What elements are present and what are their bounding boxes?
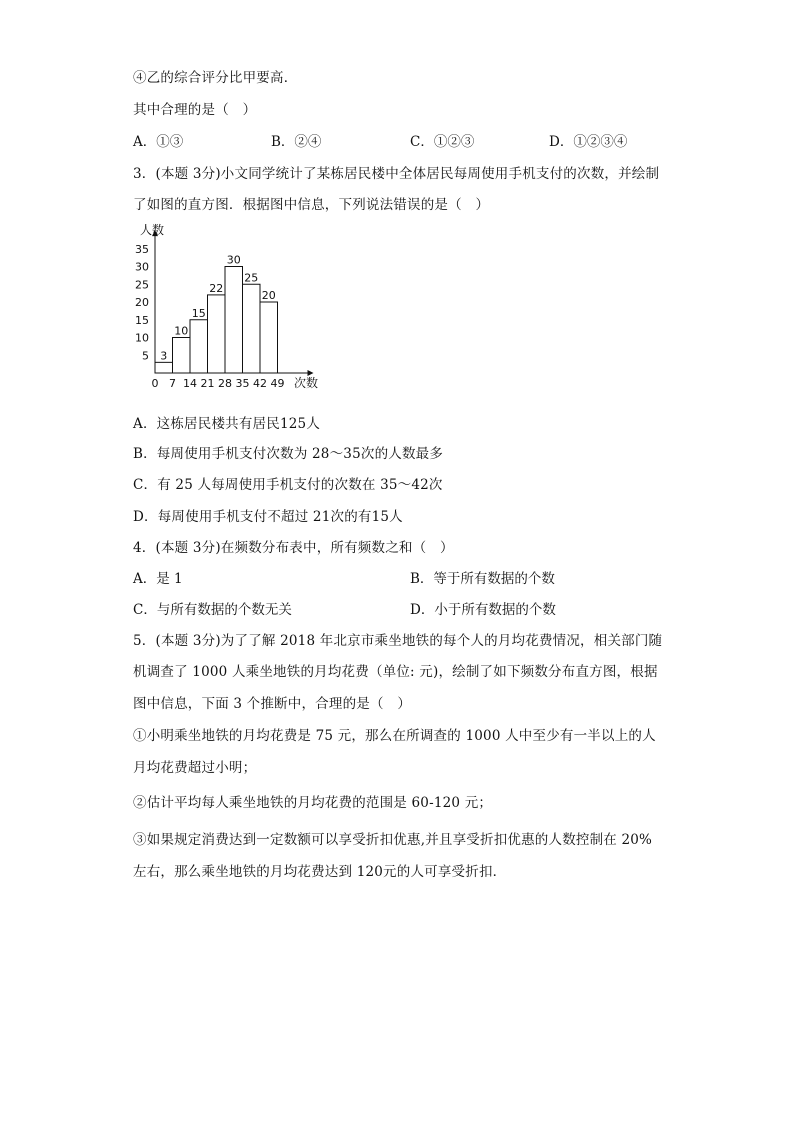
bar-data-label: 20 <box>261 289 276 302</box>
q5-stem-line-1: 5．(本题 3分)为了了解 2018 年北京市乘坐地铁的每个人的月均花费情况，相关部门随 <box>133 633 663 649</box>
q5-statement-2: ②估计平均每人乘坐地铁的月均花费的范围是 60-120 元； <box>133 795 493 811</box>
q5-statement-1-line-1: ①小明乘坐地铁的月均花费是 75 元，那么在所调查的 1000 人中至少有一半以上的人 <box>133 728 656 744</box>
y-tick-label: 5 <box>142 349 149 363</box>
x-tick-label: 28 <box>218 377 232 390</box>
x-axis-label: 次数 <box>294 376 319 390</box>
q2-prompt: 其中合理的是（ ） <box>133 102 257 118</box>
histogram-bar <box>208 295 226 373</box>
histogram-bar <box>190 320 208 373</box>
q5-statement-3-line-2: 左右，那么乘坐地铁的月均花费达到 120元的人可享受折扣． <box>133 864 507 880</box>
x-tick-label: 49 <box>270 377 285 390</box>
bar-data-label: 3 <box>160 349 168 363</box>
y-tick-label: 30 <box>135 260 149 274</box>
bar-data-label: 15 <box>191 306 206 320</box>
y-tick-label: 20 <box>135 296 149 309</box>
x-tick-label: 0 <box>151 377 159 390</box>
q3-option-b: B．每周使用手机支付次数为 28～35次的人数最多 <box>133 446 444 462</box>
x-tick-label: 42 <box>253 377 267 390</box>
histogram-bar <box>155 362 173 373</box>
bar-data-label: 10 <box>174 324 189 338</box>
y-tick-label: 35 <box>135 242 149 256</box>
q4-stem: 4．(本题 3分)在频数分布表中，所有频数之和（ ） <box>133 540 454 556</box>
y-tick-label: 15 <box>135 313 149 327</box>
histogram-bar <box>173 338 191 374</box>
q3-option-c: C．有 25 人每周使用手机支付的次数在 35～42次 <box>133 477 443 493</box>
q4-option-a: A．是 1 <box>133 571 183 587</box>
q5-statement-3-line-1: ③如果规定消费达到一定数额可以享受折扣优惠,并且享受折扣优惠的人数控制在 20% <box>133 832 653 848</box>
q5-stem-line-3: 图中信息，下面 3 个推断中，合理的是（ ） <box>133 696 412 712</box>
x-tick-label: 21 <box>200 377 215 390</box>
x-tick-label: 7 <box>169 377 176 390</box>
histogram-bar <box>243 284 261 373</box>
y-tick-label: 10 <box>135 331 149 345</box>
x-tick-label: 35 <box>235 377 250 390</box>
q3-option-d: D．每周使用手机支付不超过 21次的有15人 <box>133 509 403 525</box>
y-tick-label: 25 <box>135 278 149 292</box>
histogram-bar <box>260 302 278 373</box>
y-axis-label: 人数 <box>140 223 165 237</box>
q2-option-b: B．②④ <box>271 134 322 150</box>
q2-option-a: A．①③ <box>133 134 184 150</box>
x-tick-label: 14 <box>183 377 197 390</box>
q2-option-c: C．①②③ <box>410 134 475 150</box>
q5-stem-line-2: 机调查了 1000 人乘坐地铁的月均花费（单位: 元)，绘制了如下频数分布直方图，根据 <box>133 664 658 680</box>
q4-option-b: B．等于所有数据的个数 <box>410 571 555 587</box>
histogram-bar <box>225 267 243 374</box>
q2-item-4: ④乙的综合评分比甲要高． <box>133 70 298 86</box>
q4-option-d: D．小于所有数据的个数 <box>410 602 556 618</box>
bar-data-label: 22 <box>209 281 224 295</box>
q3-stem-line-2: 了如图的直方图．根据图中信息，下列说法错误的是（ ） <box>133 197 490 213</box>
bar-data-label: 30 <box>226 253 241 267</box>
q3-stem-line-1: 3．(本题 3分)小文同学统计了某栋居民楼中全体居民每周使用手机支付的次数，并绘制 <box>133 166 660 182</box>
q3-option-a: A．这栋居民楼共有居民125人 <box>133 416 321 432</box>
q5-statement-1-line-2: 月均花费超过小明； <box>133 760 257 776</box>
histogram-chart <box>130 222 330 394</box>
q4-option-c: C．与所有数据的个数无关 <box>133 602 292 618</box>
q2-option-d: D．①②③④ <box>549 134 628 150</box>
bar-data-label: 25 <box>244 271 259 285</box>
